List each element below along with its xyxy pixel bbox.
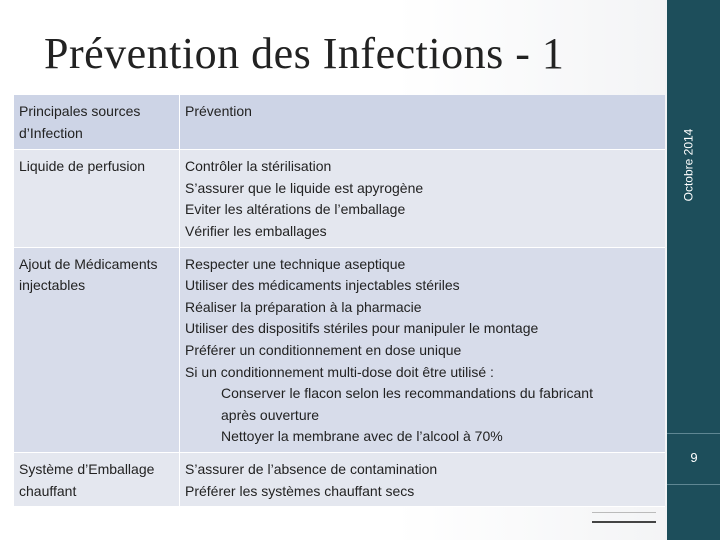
table-row [14,247,665,452]
prevention-line: Utiliser des médicaments injectables stériles [185,277,460,294]
prevention-line: S’assurer de l’absence de contamination [185,460,438,477]
page-number: 9 [690,450,698,465]
prevention-line: Si un conditionnement multi-dose doit être utilisé : [185,363,494,380]
prevention-line: Respecter une technique aseptique [185,255,406,272]
slide-title: Prévention des Infections - 1 [44,29,565,78]
table-header-row [14,95,665,150]
row-prevention [180,150,666,247]
header-prevention: Prévention [180,95,666,150]
prevention-table [14,95,665,507]
prevention-line: Réaliser la préparation à la pharmacie [185,298,422,315]
logo-fragment [592,512,656,523]
prevention-subline: après ouverture [221,406,320,423]
prevention-line: Utiliser des dispositifs stériles pour manipuler le montage [185,320,539,337]
row-source: Système d’Emballage chauffant [14,452,180,506]
prevention-line: Eviter les altérations de l’emballage [185,201,406,218]
row-source: Ajout de Médicaments injectables [14,247,180,452]
date-label: Octobre 2014 [681,128,695,202]
prevention-subline: Nettoyer la membrane avec de l’alcool à 70% [221,428,503,445]
table-row [14,452,665,506]
table-row [14,150,665,247]
prevention-subline: Conserver le flacon selon les recommandations du fabricant [221,385,593,402]
prevention-line: Préférer un conditionnement en dose unique [185,341,462,358]
prevention-line: Vérifier les emballages [185,222,327,239]
prevention-line: S’assurer que le liquide est apyrogène [185,179,424,196]
date-label-container [668,90,708,240]
row-source: Liquide de perfusion [14,150,180,247]
header-sources: Principales sources d’Infection [14,95,180,150]
prevention-line: Préférer les systèmes chauffant secs [185,482,415,499]
row-prevention [180,452,666,506]
row-prevention [180,247,666,452]
prevention-line: Contrôler la stérilisation [185,158,332,175]
